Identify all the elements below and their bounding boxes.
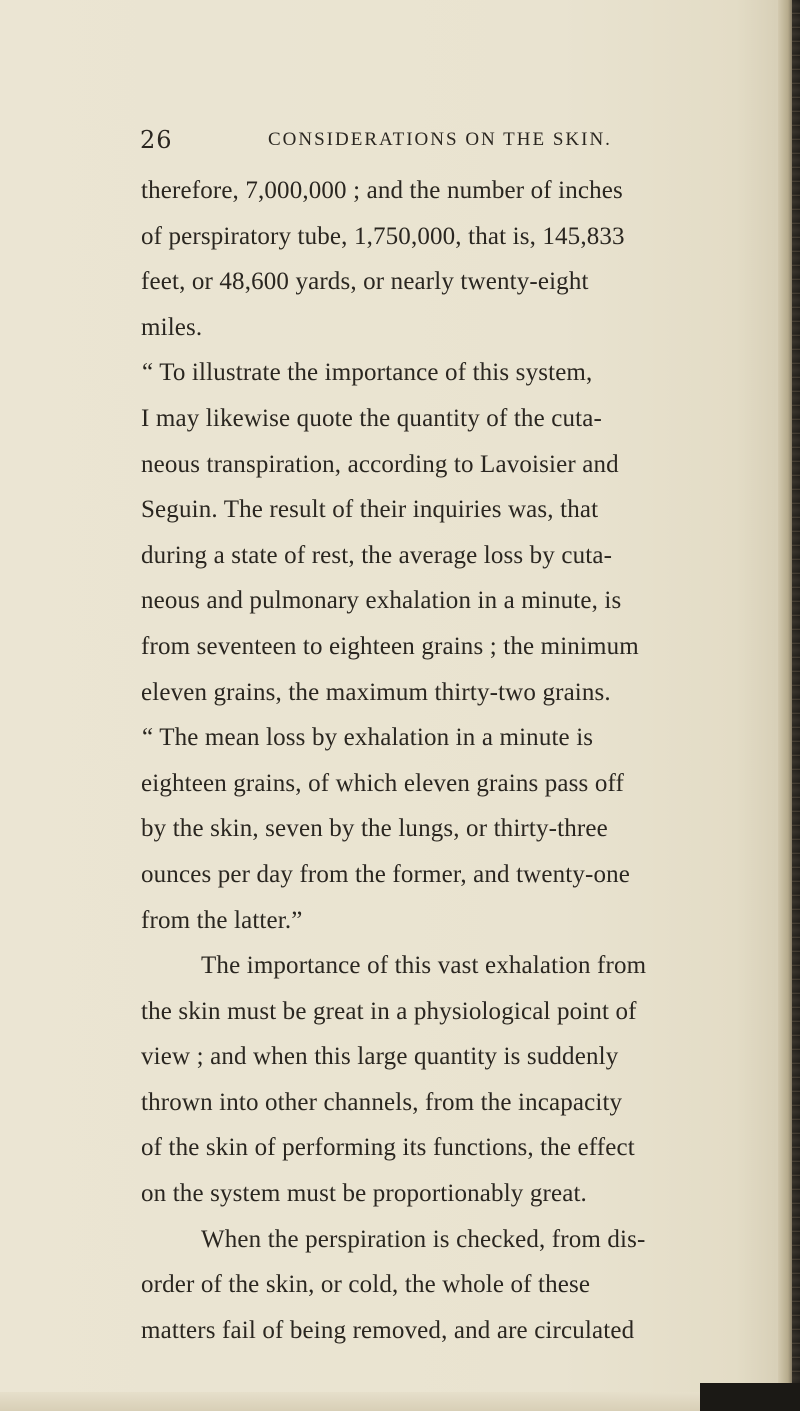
book-binding	[792, 0, 800, 1411]
text-line: from the latter.”	[141, 906, 303, 934]
text-line: therefore, 7,000,000 ; and the number of inches	[141, 177, 623, 204]
text-line: miles.	[141, 313, 203, 341]
text-line: of perspiratory tube, 1,750,000, that is, 145,833	[141, 222, 625, 250]
page-number: 26	[140, 126, 173, 154]
body-text	[141, 168, 741, 1353]
text-line: view ; and when this large quantity is suddenly	[141, 1043, 619, 1071]
text-line: “ To illustrate the importance of this system,	[142, 359, 593, 387]
text-line: ounces per day from the former, and twenty-one	[141, 860, 631, 888]
text-line: The importance of this vast exhalation from	[201, 952, 647, 980]
text-line: on the system must be proportionably great.	[141, 1180, 587, 1208]
dark-corner-block	[700, 1383, 800, 1411]
text-line: by the skin, seven by the lungs, or thirty-three	[141, 815, 608, 843]
text-line: order of the skin, or cold, the whole of these	[141, 1271, 591, 1299]
text-line: eighteen grains, of which eleven grains pass off	[141, 769, 624, 797]
page-bottom-edge	[0, 1392, 700, 1411]
text-line: neous transpiration, according to Lavoisier and	[141, 450, 619, 478]
text-line: When the perspiration is checked, from dis-	[201, 1225, 646, 1253]
text-line: feet, or 48,600 yards, or nearly twenty-eight	[141, 268, 589, 296]
text-line: thrown into other channels, from the incapacity	[141, 1088, 623, 1116]
text-line: eleven grains, the maximum thirty-two grains.	[141, 678, 611, 706]
text-line: the skin must be great in a physiological point of	[141, 997, 637, 1025]
text-line: during a state of rest, the average loss by cuta-	[141, 541, 613, 569]
running-head: CONSIDERATIONS ON THE SKIN.	[268, 129, 612, 150]
text-line: matters fail of being removed, and are circulated	[141, 1316, 635, 1344]
text-line: “ The mean loss by exhalation in a minute is	[142, 724, 594, 752]
text-line: neous and pulmonary exhalation in a minute, is	[141, 587, 622, 615]
text-line: Seguin. The result of their inquiries was, that	[141, 496, 599, 524]
page-header	[140, 120, 740, 160]
text-line: from seventeen to eighteen grains ; the minimum	[141, 632, 639, 660]
text-line: of the skin of performing its functions, the effect	[141, 1134, 635, 1162]
text-line: I may likewise quote the quantity of the cuta-	[141, 404, 602, 432]
